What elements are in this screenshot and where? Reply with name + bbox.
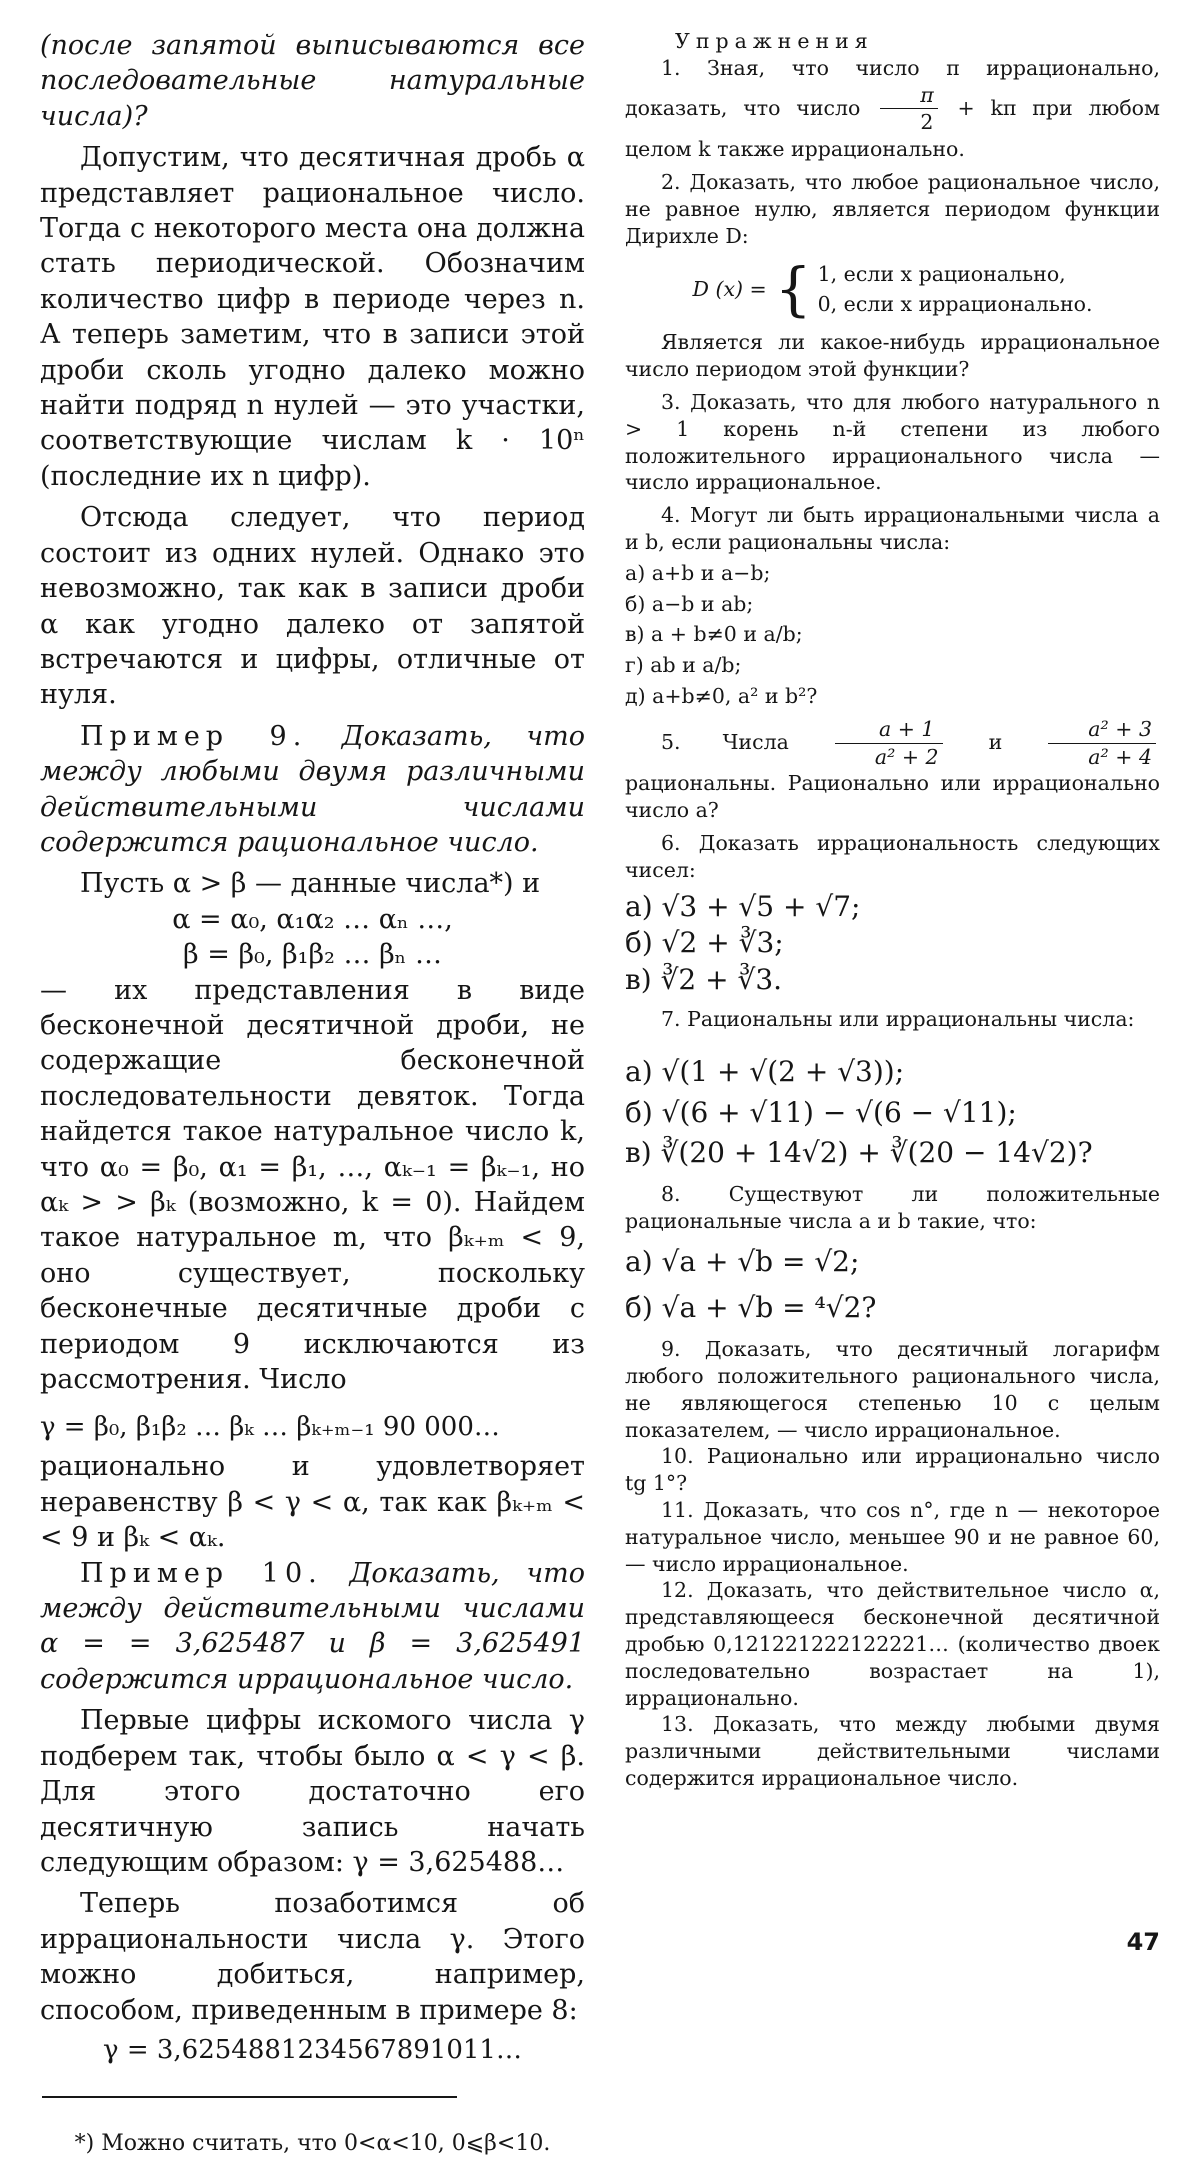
exercise-8: 8. Существуют ли положительные рациональные числа a и b такие, что:: [625, 1182, 1160, 1233]
exercise-9: 9. Доказать, что десятичный логарифм любого положительного рационального числа, не являющегося степенью 10 с целым показателем, — число иррациональное.: [625, 1337, 1160, 1442]
beta-equation: β = β₀, β₁β₂ … βₙ …: [183, 939, 442, 971]
exercise-12: 12. Доказать, что действительное число α, представляющееся бесконечной десятичной дробью 0,121221222122221… (количество двоек последовательно возрастает на 1), иррационально.: [625, 1578, 1160, 1710]
exercise-1-text-a: 1. Зная, что число π иррационально, доказать, что число: [625, 55, 1160, 120]
exercise-4-c: в) a + b≠0 и a/b;: [625, 622, 803, 647]
footnote-divider: [42, 2096, 457, 2098]
exercise-6-b: б) √2 + ∛3;: [625, 926, 784, 960]
paragraph-8: Теперь позаботимся об иррациональности числа γ. Этого можно добиться, например, способом, приведенным в примере 8:: [40, 1888, 585, 2026]
exercise-7-c: в) ∛(20 + 14√2) + ∛(20 − 14√2)?: [625, 1136, 1093, 1170]
example-9: [40, 719, 585, 861]
exercise-11: 11. Доказать, что cos n°, где n — некоторое натуральное число, меньшее 90 и не равное 60, — число иррациональное.: [625, 1498, 1160, 1576]
exercise-2-question: Является ли какое-нибудь иррациональное число периодом этой функции?: [625, 330, 1160, 382]
exercise-7-b: б) √(6 + √11) − √(6 − √11);: [625, 1095, 1017, 1129]
exercise-5-f2-denominator: a² + 4: [1088, 744, 1152, 769]
exercise-5-fraction-2: [1048, 716, 1156, 771]
dirichlet-lhs: D (x) =: [692, 276, 767, 301]
exercise-1-fraction: [880, 82, 937, 137]
exercise-5-fraction-1: [835, 716, 943, 771]
paragraph-1: (после запятой выписываются все последовательные натуральные числа)?: [40, 30, 585, 132]
exercise-6-c: в) ∛2 + ∛3.: [625, 963, 783, 997]
gamma-equation: γ = β₀, β₁β₂ … βₖ … βₖ₊ₘ₋₁ 90 000…: [40, 1412, 500, 1443]
example-10-text: Доказать, что между действительными числами α = = 3,625487 и β = 3,625491 содержится иррациональное число.: [40, 1557, 585, 1695]
exercise-5-and: и: [988, 729, 1003, 754]
paragraph-4: Пусть α > β — данные числа*) и: [80, 868, 541, 900]
exercise-13: 13. Доказать, что между любыми двумя различными действительными числами содержится иррациональное число.: [625, 1712, 1160, 1791]
exercise-10: 10. Рационально или иррационально число tg 1°?: [625, 1444, 1160, 1496]
dirichlet-cases: [818, 259, 1093, 319]
example-9-text: Доказать, что между любыми двумя различными действительными числами содержится рациональное число.: [40, 720, 585, 858]
exercise-1-numerator: π: [880, 82, 937, 110]
example-10: [40, 1556, 585, 1698]
left-column: [40, 28, 585, 2161]
paragraph-2: Допустим, что десятичная дробь α представляет рациональное число. Тогда с некоторого места она должна стать периодической. Обозначим количество цифр в периоде через n. А теперь заметим, что в записи этой дроби сколь угодно далеко можно найти подряд n нулей — это участки, соответствующие числам k · 10ⁿ (последние их n цифр).: [40, 142, 585, 492]
exercise-4-e: д) a+b≠0, a² и b²?: [625, 683, 818, 708]
example-10-label: Пример 10.: [80, 1557, 323, 1589]
exercise-1-denominator: 2: [920, 110, 934, 135]
left-brace-icon: {: [774, 255, 812, 324]
exercise-1-text-b: + kπ при любом целом k также иррационально.: [625, 95, 1160, 162]
exercise-4-a: а) a+b и a−b;: [625, 560, 771, 585]
right-column: [625, 28, 1160, 1792]
exercise-4-b: б) a−b и ab;: [625, 591, 754, 616]
exercise-5-f1-denominator: a² + 2: [874, 744, 939, 769]
paragraph-3: Отсюда следует, что период состоит из одних нулей. Однако это невозможно, так как в записи дроби α как угодно далеко от запятой встречаются и цифры, отличные от нуля.: [40, 502, 585, 711]
exercise-4-d: г) ab и a/b;: [625, 653, 742, 678]
page-number: 47: [1126, 1928, 1160, 1956]
exercise-3: 3. Доказать, что для любого натурального n > 1 корень n-й степени из любого положительного иррационального числа — число иррациональное.: [625, 389, 1160, 495]
exercise-4: 4. Могут ли быть иррациональными числа a и b, если рациональны числа:: [625, 503, 1160, 554]
exercise-8-b: б) √a + √b = ⁴√2?: [625, 1291, 877, 1325]
footnote: *) Можно считать, что 0<α<10, 0⩽β<10.: [74, 2130, 551, 2156]
exercise-5-f2-numerator: a² + 3: [1048, 716, 1156, 744]
exercise-6: 6. Доказать иррациональность следующих чисел:: [625, 830, 1160, 882]
exercise-6-a: а) √3 + √5 + √7;: [625, 889, 861, 923]
exercises-heading: Упражнения: [675, 29, 874, 53]
dirichlet-case-1: 1, если x рационально,: [817, 262, 1066, 287]
example-9-label: Пример 9.: [80, 720, 308, 752]
exercise-5-f1-numerator: a + 1: [835, 716, 943, 744]
exercise-1: [625, 55, 1160, 163]
exercise-2: 2. Доказать, что любое рациональное число, не равное нулю, является периодом функции Дирихле D:: [625, 169, 1160, 248]
dirichlet-function: [625, 255, 1160, 324]
exercise-5-text-a: 5. Числа: [661, 729, 789, 754]
gamma-final-equation: γ = 3,6254881234567891011…: [103, 2034, 522, 2065]
exercise-5: [625, 716, 1160, 824]
alpha-equation: α = α₀, α₁α₂ … αₙ …,: [172, 903, 453, 935]
exercise-7-a: а) √(1 + √(2 + √3));: [625, 1054, 905, 1088]
dirichlet-case-2: 0, если x иррационально.: [817, 292, 1093, 317]
exercise-8-a: а) √a + √b = √2;: [625, 1244, 860, 1278]
exercise-5-text-b: рациональны. Рационально или иррационально число a?: [625, 771, 1160, 823]
paragraph-7: Первые цифры искомого числа γ подберем так, чтобы было α < γ < β. Для этого достаточно его десятичную запись начать следующим образом: γ = 3,625488…: [40, 1705, 585, 1878]
paragraph-6: рационально и удовлетворяет неравенству β < γ < α, так как βₖ₊ₘ < < 9 и βₖ < αₖ.: [40, 1451, 585, 1554]
paragraph-5: — их представления в виде бесконечной десятичной дроби, не содержащие бесконечной последовательности девяток. Тогда найдется такое натуральное число k, что α₀ = β₀, α₁ = β₁, …, αₖ₋₁ = βₖ₋₁, но αₖ > > βₖ (возможно, k = 0). Найдем такое натуральное m, что βₖ₊ₘ < 9, оно существует, поскольку бесконечные десятичные дроби с периодом 9 исключаются из рассмотрения. Число: [40, 974, 585, 1396]
exercise-7: 7. Рациональны или иррациональны числа:: [661, 1006, 1135, 1031]
